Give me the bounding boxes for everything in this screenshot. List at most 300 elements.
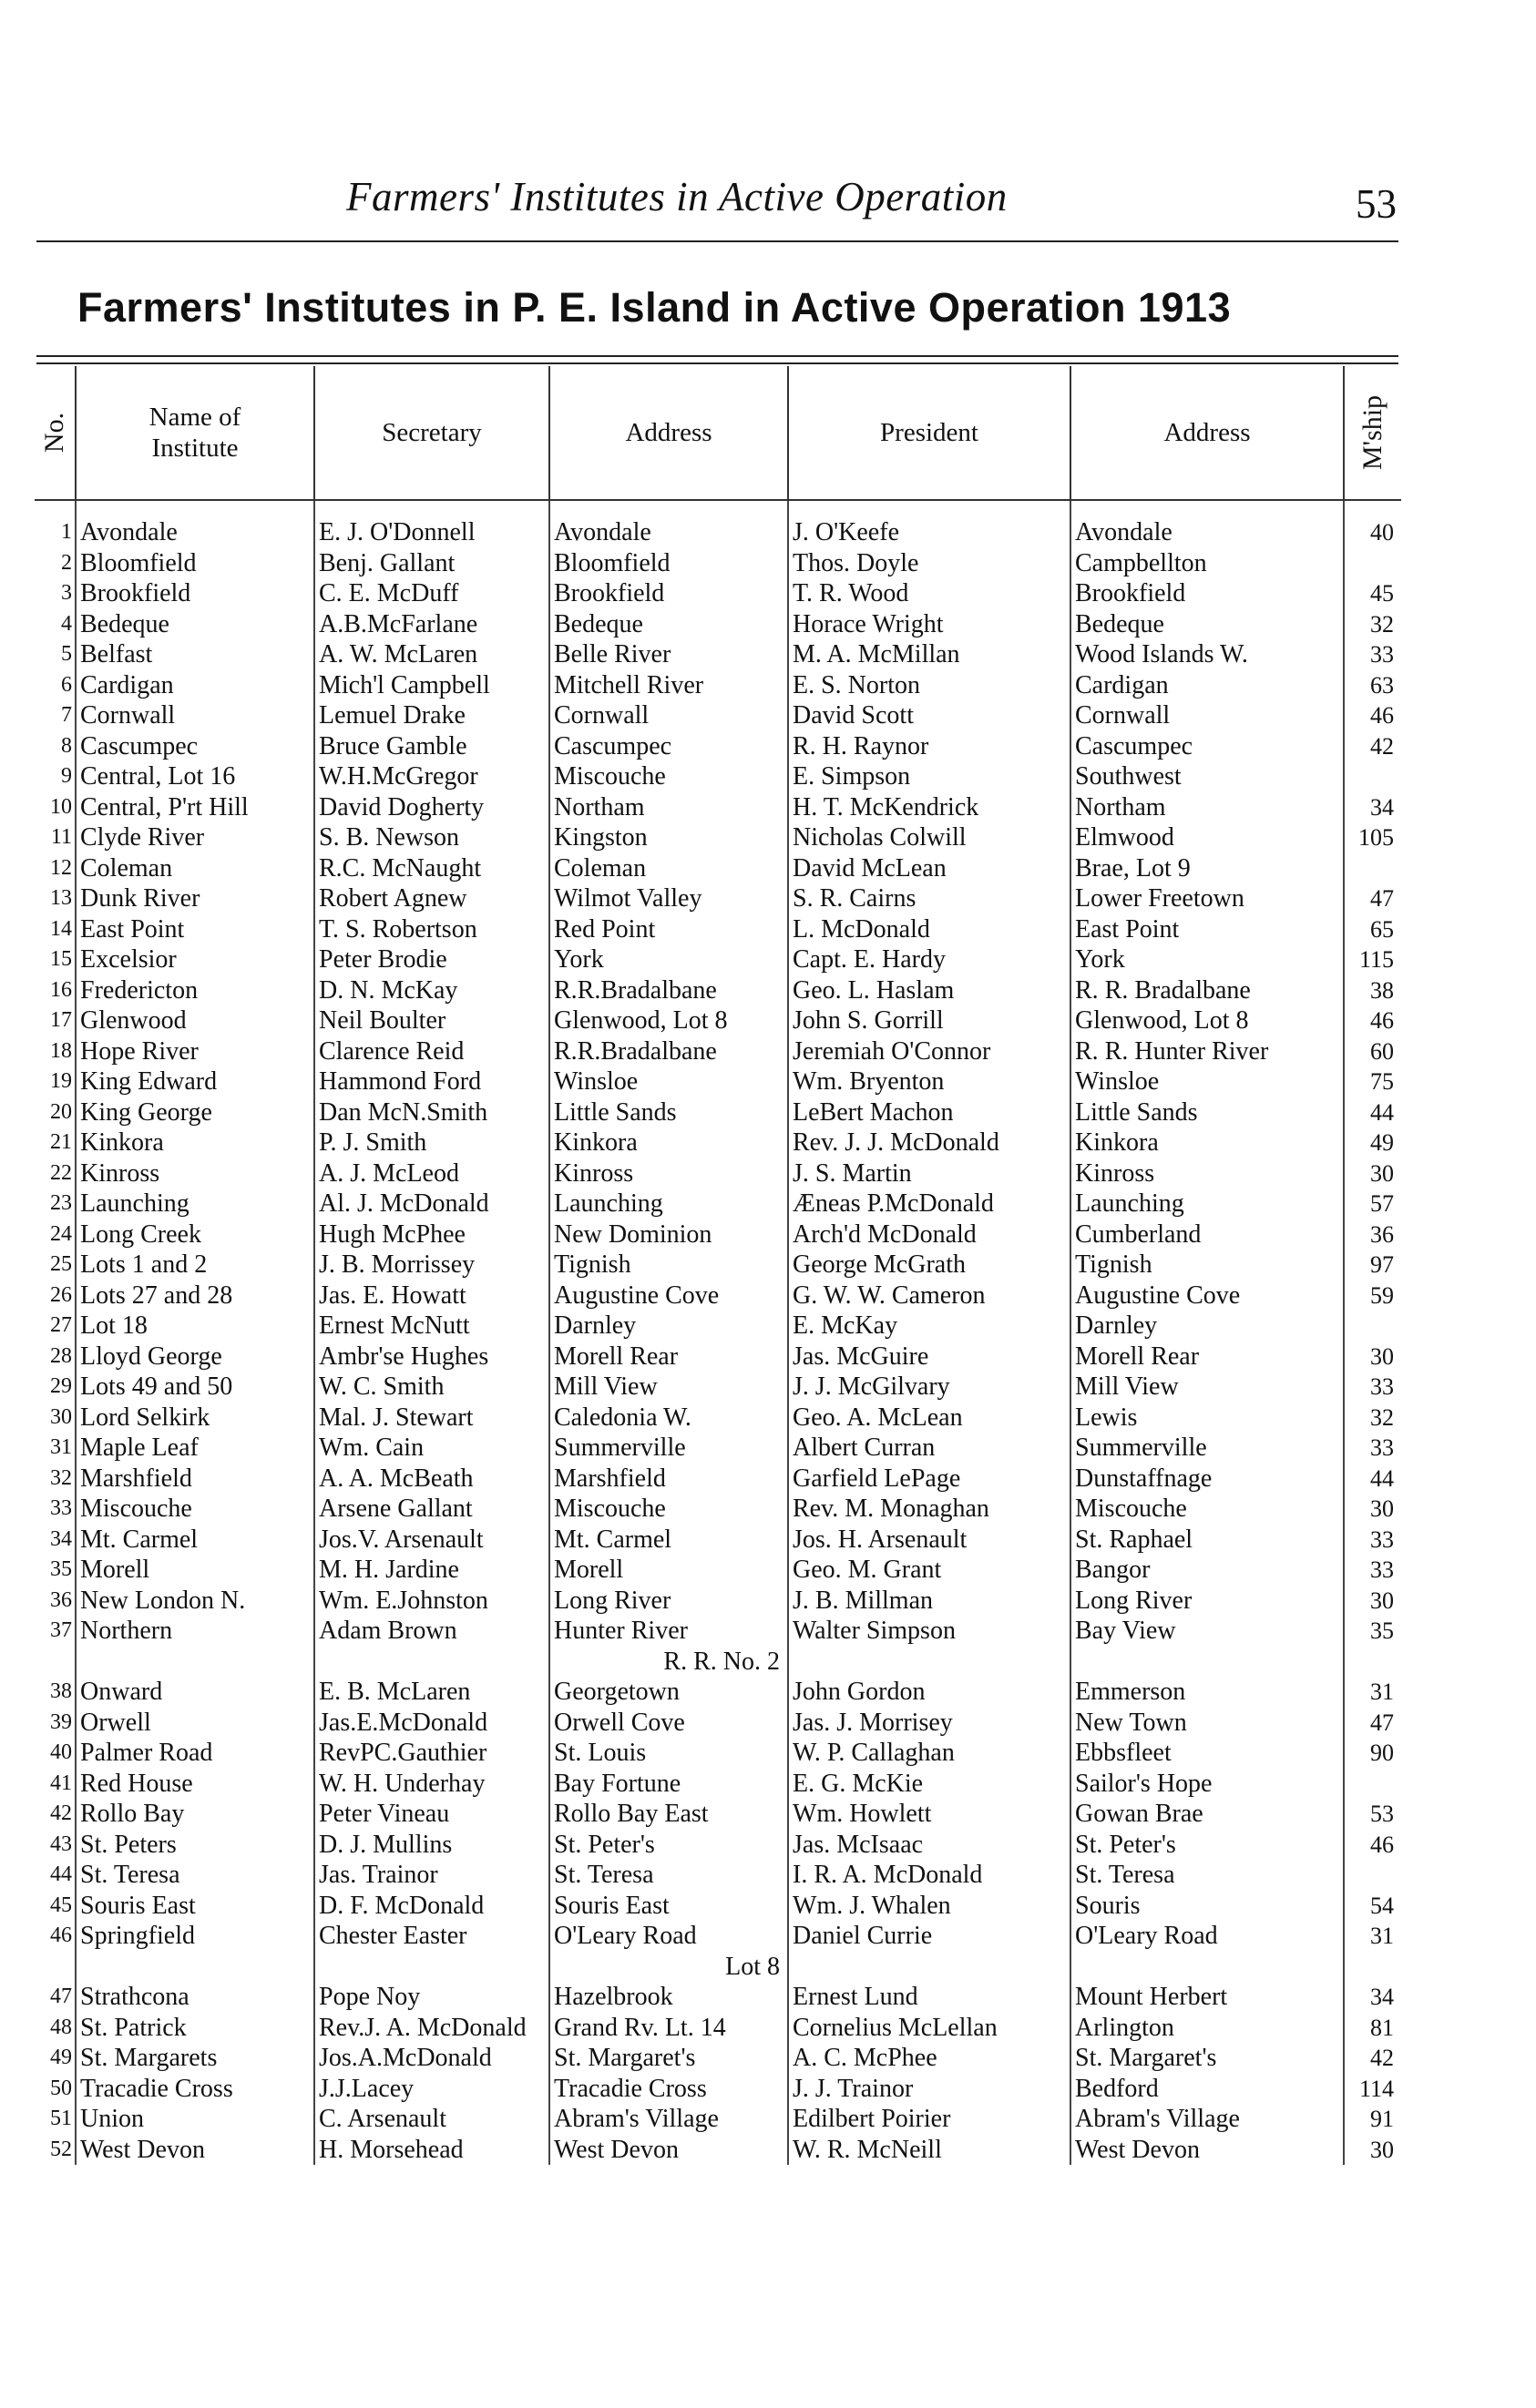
secretary-address: Bedeque <box>549 609 788 640</box>
row-number: 1 <box>61 520 72 544</box>
secretary: Hammond Ford <box>314 1066 549 1097</box>
institute-name: Cascumpec <box>76 731 314 762</box>
membership: 40 <box>1344 500 1401 548</box>
president-address: Tignish <box>1070 1250 1344 1281</box>
president-address: Kinross <box>1070 1158 1344 1189</box>
membership <box>1344 1311 1401 1342</box>
president: J. J. Trainor <box>788 2074 1070 2105</box>
institute-name: Northern <box>76 1616 314 1647</box>
membership: 31 <box>1344 1677 1401 1708</box>
empty-cell <box>35 1647 76 1678</box>
row-number: 9 <box>61 764 72 788</box>
table-row <box>35 1525 1401 1556</box>
president: Geo. M. Grant <box>788 1555 1070 1586</box>
president-address: Mount Herbert <box>1070 1982 1344 2013</box>
president-address: Bay View <box>1070 1616 1344 1647</box>
president-address: Cardigan <box>1070 670 1344 701</box>
table-row <box>35 761 1401 792</box>
table-row <box>35 548 1401 579</box>
empty-cell <box>1070 1647 1344 1678</box>
institute-name: Dunk River <box>76 883 314 914</box>
president: Jos. H. Arsenault <box>788 1525 1070 1556</box>
president: Jas. McIsaac <box>788 1830 1070 1861</box>
membership: 35 <box>1344 1616 1401 1647</box>
secretary-address: Mill View <box>549 1372 788 1403</box>
secretary: Jos.V. Arsenault <box>314 1525 549 1556</box>
row-number: 15 <box>50 947 72 971</box>
row-number: 22 <box>50 1160 72 1185</box>
institute-name: Union <box>76 2104 314 2135</box>
president-address: Bedford <box>1070 2074 1344 2105</box>
secretary-address: Wilmot Valley <box>549 883 788 914</box>
table-top-rule <box>36 355 1398 357</box>
president: LeBert Machon <box>788 1097 1070 1128</box>
secretary-address: Cascumpec <box>549 731 788 762</box>
president-address: Lower Freetown <box>1070 883 1344 914</box>
president-address: Morell Rear <box>1070 1342 1344 1372</box>
row-number: 33 <box>50 1496 72 1520</box>
row-number: 37 <box>50 1618 72 1642</box>
table-body <box>35 500 1401 2165</box>
president-address: Brookfield <box>1070 578 1344 609</box>
secretary: Rev.J. A. McDonald <box>314 2013 549 2044</box>
secretary: A.B.McFarlane <box>314 609 549 640</box>
table-row <box>35 1708 1401 1739</box>
secretary-address: Mt. Carmel <box>549 1525 788 1556</box>
president: Jas. J. Morrisey <box>788 1708 1070 1739</box>
table-row <box>35 1250 1401 1281</box>
table-row <box>35 822 1401 853</box>
president: S. R. Cairns <box>788 883 1070 914</box>
table-row <box>35 975 1401 1006</box>
row-number: 8 <box>61 733 72 758</box>
membership: 46 <box>1344 700 1401 731</box>
membership <box>1344 548 1401 579</box>
president: Wm. Howlett <box>788 1799 1070 1830</box>
institute-name: Rollo Bay <box>76 1799 314 1830</box>
institute-name: Red House <box>76 1769 314 1800</box>
table-row <box>35 944 1401 975</box>
table-row <box>35 1189 1401 1219</box>
institute-name: Morell <box>76 1555 314 1586</box>
table-row <box>35 853 1401 884</box>
table-row <box>35 639 1401 670</box>
president-address: Avondale <box>1070 500 1344 548</box>
president: E. McKay <box>788 1311 1070 1342</box>
president: Geo. A. McLean <box>788 1403 1070 1434</box>
table-row <box>35 731 1401 762</box>
president-address: Cumberland <box>1070 1219 1344 1250</box>
membership: 32 <box>1344 1403 1401 1434</box>
secretary: D. F. McDonald <box>314 1891 549 1922</box>
membership: 45 <box>1344 578 1401 609</box>
president-address: Miscouche <box>1070 1494 1344 1525</box>
president: George McGrath <box>788 1250 1070 1281</box>
president: Capt. E. Hardy <box>788 944 1070 975</box>
row-number: 50 <box>50 2076 72 2100</box>
table-row <box>35 1982 1401 2013</box>
president-address: Lewis <box>1070 1403 1344 1434</box>
secretary-address: Avondale <box>549 500 788 548</box>
table-row-continuation <box>35 1952 1401 1983</box>
secretary: Peter Vineau <box>314 1799 549 1830</box>
membership: 34 <box>1344 792 1401 823</box>
secretary: S. B. Newson <box>314 822 549 853</box>
row-number: 42 <box>50 1801 72 1825</box>
empty-cell <box>314 1647 549 1678</box>
row-number: 35 <box>50 1557 72 1581</box>
membership: 32 <box>1344 609 1401 640</box>
secretary-address: R.R.Bradalbane <box>549 1036 788 1067</box>
row-number: 26 <box>50 1282 72 1307</box>
institute-name: Fredericton <box>76 975 314 1006</box>
membership: 42 <box>1344 731 1401 762</box>
secretary: Jas. Trainor <box>314 1860 549 1891</box>
institute-name: Central, P'rt Hill <box>76 792 314 823</box>
institute-name: Maple Leaf <box>76 1433 314 1464</box>
row-number: 3 <box>61 581 72 605</box>
table-row <box>35 914 1401 945</box>
secretary-address: York <box>549 944 788 975</box>
membership: 30 <box>1344 1158 1401 1189</box>
secretary: M. H. Jardine <box>314 1555 549 1586</box>
membership: 46 <box>1344 1005 1401 1036</box>
institutes-table-wrapper <box>35 366 1401 2224</box>
president-address: Arlington <box>1070 2013 1344 2044</box>
institute-name: St. Margarets <box>76 2043 314 2074</box>
table-row <box>35 2043 1401 2074</box>
empty-cell <box>76 1952 314 1983</box>
secretary: Jas.E.McDonald <box>314 1708 549 1739</box>
institute-name: Bedeque <box>76 609 314 640</box>
secretary-address: Orwell Cove <box>549 1708 788 1739</box>
secretary: A. A. McBeath <box>314 1464 549 1495</box>
secretary-address: Launching <box>549 1189 788 1219</box>
membership: 44 <box>1344 1464 1401 1495</box>
institute-name: Cardigan <box>76 670 314 701</box>
president-address: Southwest <box>1070 761 1344 792</box>
table-row <box>35 578 1401 609</box>
president: W. P. Callaghan <box>788 1738 1070 1769</box>
column-header-president-address: Address <box>1070 366 1344 500</box>
president-address: Cornwall <box>1070 700 1344 731</box>
institute-name: St. Patrick <box>76 2013 314 2044</box>
president-address: R. R. Hunter River <box>1070 1036 1344 1067</box>
membership <box>1344 761 1401 792</box>
secretary-address: Kinkora <box>549 1127 788 1158</box>
institute-name: Onward <box>76 1677 314 1708</box>
row-number: 46 <box>50 1923 72 1947</box>
secretary: T. S. Robertson <box>314 914 549 945</box>
membership: 54 <box>1344 1891 1401 1922</box>
membership: 38 <box>1344 975 1401 1006</box>
president: Thos. Doyle <box>788 548 1070 579</box>
president-address: Brae, Lot 9 <box>1070 853 1344 884</box>
secretary: Benj. Gallant <box>314 548 549 579</box>
secretary-address: Kinross <box>549 1158 788 1189</box>
secretary-address: Tracadie Cross <box>549 2074 788 2105</box>
president: Garfield LePage <box>788 1464 1070 1495</box>
president-address: Gowan Brae <box>1070 1799 1344 1830</box>
membership: 33 <box>1344 1525 1401 1556</box>
secretary: C. Arsenault <box>314 2104 549 2135</box>
row-number: 5 <box>61 642 72 666</box>
institute-name: Excelsior <box>76 944 314 975</box>
secretary: Bruce Gamble <box>314 731 549 762</box>
table-row <box>35 1616 1401 1647</box>
row-number: 16 <box>50 977 72 1002</box>
membership: 30 <box>1344 1586 1401 1617</box>
secretary: Adam Brown <box>314 1616 549 1647</box>
president: L. McDonald <box>788 914 1070 945</box>
secretary: D. N. McKay <box>314 975 549 1006</box>
secretary: Peter Brodie <box>314 944 549 975</box>
secretary-address: Summerville <box>549 1433 788 1464</box>
secretary-address: Darnley <box>549 1311 788 1342</box>
row-number: 19 <box>50 1069 72 1093</box>
president: W. R. McNeill <box>788 2135 1070 2166</box>
president-address: Winsloe <box>1070 1066 1344 1097</box>
row-number: 29 <box>50 1374 72 1398</box>
membership: 57 <box>1344 1189 1401 1219</box>
president-address: Glenwood, Lot 8 <box>1070 1005 1344 1036</box>
secretary-address: Coleman <box>549 853 788 884</box>
secretary: P. J. Smith <box>314 1127 549 1158</box>
table-row <box>35 883 1401 914</box>
secretary: David Dogherty <box>314 792 549 823</box>
membership: 105 <box>1344 822 1401 853</box>
secretary-address: Northam <box>549 792 788 823</box>
secretary-address: Morell <box>549 1555 788 1586</box>
president: J. J. McGilvary <box>788 1372 1070 1403</box>
row-number: 52 <box>50 2137 72 2161</box>
table-row <box>35 2074 1401 2105</box>
president-address: Bedeque <box>1070 609 1344 640</box>
membership: 46 <box>1344 1830 1401 1861</box>
secretary: R.C. McNaught <box>314 853 549 884</box>
president-address: Ebbsfleet <box>1070 1738 1344 1769</box>
president: Walter Simpson <box>788 1616 1070 1647</box>
institute-name: King Edward <box>76 1066 314 1097</box>
row-number: 11 <box>50 825 72 849</box>
membership: 33 <box>1344 1433 1401 1464</box>
secretary-address: New Dominion <box>549 1219 788 1250</box>
page-title: Farmers' Institutes in P. E. Island in Active Operation 1913 <box>77 284 1232 331</box>
secretary-address: Hunter River <box>549 1616 788 1647</box>
institutes-table <box>35 366 1401 2165</box>
secretary-address: Miscouche <box>549 761 788 792</box>
membership: 42 <box>1344 2043 1401 2074</box>
membership: 31 <box>1344 1921 1401 1952</box>
president-address: Northam <box>1070 792 1344 823</box>
table-row <box>35 2135 1401 2166</box>
table-row <box>35 1494 1401 1525</box>
table-row <box>35 2104 1401 2135</box>
president-address: Elmwood <box>1070 822 1344 853</box>
secretary-address: Rollo Bay East <box>549 1799 788 1830</box>
membership: 47 <box>1344 883 1401 914</box>
secretary-address: R.R.Bradalbane <box>549 975 788 1006</box>
president-address: Kinkora <box>1070 1127 1344 1158</box>
institute-name: Palmer Road <box>76 1738 314 1769</box>
row-number: 7 <box>61 703 72 727</box>
secretary-address: Hazelbrook <box>549 1982 788 2013</box>
table-row <box>35 1219 1401 1250</box>
secretary-address: St. Margaret's <box>549 2043 788 2074</box>
table-row <box>35 1921 1401 1952</box>
table-row <box>35 1860 1401 1891</box>
table-row <box>35 1677 1401 1708</box>
table-row <box>35 1891 1401 1922</box>
secretary: Mal. J. Stewart <box>314 1403 549 1434</box>
president: Arch'd McDonald <box>788 1219 1070 1250</box>
president: Daniel Currie <box>788 1921 1070 1952</box>
table-row <box>35 670 1401 701</box>
institute-name: Lots 49 and 50 <box>76 1372 314 1403</box>
president: H. T. McKendrick <box>788 792 1070 823</box>
secretary: Jos.A.McDonald <box>314 2043 549 2074</box>
membership <box>1344 1769 1401 1800</box>
row-number: 18 <box>50 1038 72 1063</box>
secretary: Neil Boulter <box>314 1005 549 1036</box>
institute-name: Tracadie Cross <box>76 2074 314 2105</box>
secretary-address: Brookfield <box>549 578 788 609</box>
column-header-address: Address <box>549 366 788 500</box>
secretary: Arsene Gallant <box>314 1494 549 1525</box>
president: Edilbert Poirier <box>788 2104 1070 2135</box>
institute-name: Brookfield <box>76 578 314 609</box>
table-row <box>35 1066 1401 1097</box>
table-row <box>35 1311 1401 1342</box>
secretary-address: Mitchell River <box>549 670 788 701</box>
empty-cell <box>788 1952 1070 1983</box>
secretary-address: St. Louis <box>549 1738 788 1769</box>
institute-name: Orwell <box>76 1708 314 1739</box>
president-address: Emmerson <box>1070 1677 1344 1708</box>
secretary-address: Grand Rv. Lt. 14 <box>549 2013 788 2044</box>
institute-name: Bloomfield <box>76 548 314 579</box>
secretary: E. B. McLaren <box>314 1677 549 1708</box>
secretary: Clarence Reid <box>314 1036 549 1067</box>
institute-name: Kinkora <box>76 1127 314 1158</box>
president-address: Wood Islands W. <box>1070 639 1344 670</box>
secretary-address: Glenwood, Lot 8 <box>549 1005 788 1036</box>
column-header-no: No. <box>35 366 76 500</box>
table-row <box>35 609 1401 640</box>
secretary: J. B. Morrissey <box>314 1250 549 1281</box>
president: Rev. M. Monaghan <box>788 1494 1070 1525</box>
secretary: Ernest McNutt <box>314 1311 549 1342</box>
president-address: Abram's Village <box>1070 2104 1344 2135</box>
president: Nicholas Colwill <box>788 822 1070 853</box>
row-number: 49 <box>50 2046 72 2069</box>
membership: 53 <box>1344 1799 1401 1830</box>
table-row <box>35 1738 1401 1769</box>
table-row <box>35 1555 1401 1586</box>
table-row <box>35 1830 1401 1861</box>
table-row <box>35 1464 1401 1495</box>
institute-name: Lot 18 <box>76 1311 314 1342</box>
table-header-row <box>35 366 1401 500</box>
empty-cell <box>1344 1952 1401 1983</box>
president: J. O'Keefe <box>788 500 1070 548</box>
president: R. H. Raynor <box>788 731 1070 762</box>
president: David McLean <box>788 853 1070 884</box>
row-number: 21 <box>50 1130 72 1154</box>
membership: 30 <box>1344 2135 1401 2166</box>
president-address: New Town <box>1070 1708 1344 1739</box>
institute-name: St. Teresa <box>76 1860 314 1891</box>
secretary-address: Caledonia W. <box>549 1403 788 1434</box>
row-number: 27 <box>50 1313 72 1337</box>
secretary: RevPC.Gauthier <box>314 1738 549 1769</box>
institute-name: Long Creek <box>76 1219 314 1250</box>
membership <box>1344 853 1401 884</box>
institute-name: Glenwood <box>76 1005 314 1036</box>
secretary-address: O'Leary Road <box>549 1921 788 1952</box>
row-number: 39 <box>50 1709 72 1734</box>
row-number: 14 <box>50 916 72 941</box>
president-address: Souris <box>1070 1891 1344 1922</box>
membership: 30 <box>1344 1342 1401 1372</box>
secretary-address: St. Peter's <box>549 1830 788 1861</box>
president: E. G. McKie <box>788 1769 1070 1800</box>
president-address: Augustine Cove <box>1070 1281 1344 1311</box>
secretary: D. J. Mullins <box>314 1830 549 1861</box>
secretary: Ambr'se Hughes <box>314 1342 549 1372</box>
table-row <box>35 1769 1401 1800</box>
table-row <box>35 1097 1401 1128</box>
president: David Scott <box>788 700 1070 731</box>
membership: 49 <box>1344 1127 1401 1158</box>
president-address: East Point <box>1070 914 1344 945</box>
membership: 115 <box>1344 944 1401 975</box>
membership <box>1344 1860 1401 1891</box>
row-number: 13 <box>50 886 72 910</box>
president-address: Campbellton <box>1070 548 1344 579</box>
president: E. Simpson <box>788 761 1070 792</box>
president-address: Launching <box>1070 1189 1344 1219</box>
president: T. R. Wood <box>788 578 1070 609</box>
secretary: Chester Easter <box>314 1921 549 1952</box>
table-row <box>35 700 1401 731</box>
row-number: 40 <box>50 1740 72 1764</box>
president: John S. Gorrill <box>788 1005 1070 1036</box>
secretary: E. J. O'Donnell <box>314 500 549 548</box>
secretary-address: St. Teresa <box>549 1860 788 1891</box>
table-row <box>35 1036 1401 1067</box>
president: Wm. Bryenton <box>788 1066 1070 1097</box>
secretary: W. H. Underhay <box>314 1769 549 1800</box>
membership: 75 <box>1344 1066 1401 1097</box>
president: Cornelius McLellan <box>788 2013 1070 2044</box>
secretary-address: Morell Rear <box>549 1342 788 1372</box>
secretary: Robert Agnew <box>314 883 549 914</box>
secretary: H. Morsehead <box>314 2135 549 2166</box>
president-address: Cascumpec <box>1070 731 1344 762</box>
row-number: 45 <box>50 1893 72 1917</box>
table-row <box>35 1342 1401 1372</box>
institute-name: Strathcona <box>76 1982 314 2013</box>
president-address: York <box>1070 944 1344 975</box>
membership: 90 <box>1344 1738 1401 1769</box>
secretary: Jas. E. Howatt <box>314 1281 549 1311</box>
secretary: C. E. McDuff <box>314 578 549 609</box>
secretary-address: Red Point <box>549 914 788 945</box>
row-number: 43 <box>50 1832 72 1856</box>
row-number: 20 <box>50 1099 72 1124</box>
secretary-address: Marshfield <box>549 1464 788 1495</box>
